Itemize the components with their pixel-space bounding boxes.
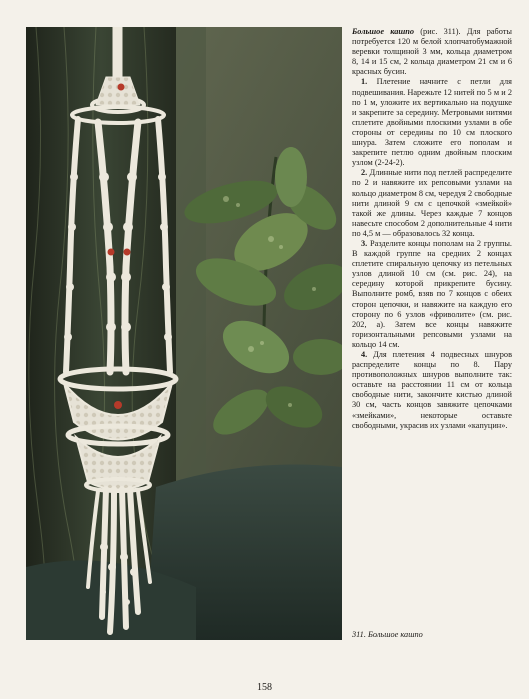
step-paragraph [352, 77, 512, 168]
step-paragraph [352, 168, 512, 239]
step-text: Для плетения 4 подвесных шнуров распределите концы по 8. Пару противоположных шнуров выполните так: оставьте на расстоянии 11 см от кольца свободные нити, закончите кистью длиной 30 см, часть концов завяжите цепочками «змейками», некоторые оставьте свободными, украсив их узлами «капуцин». [352, 350, 512, 430]
step-text: Длинные нити под петлей распределите по 2 и навяжите их репсовыми узлами на кольцо диаметром 8 см, чередуя 2 свободные нити длиной 9 см с цепочкой «змейкой» такой же длины. Через каждые 7 концов навесьте способом 2 дополнительные 4 нити по 4,5 м — образовалось 32 конца. [352, 168, 512, 238]
intro-paragraph [352, 27, 512, 77]
figure-caption: 311. Большое кашпо [352, 630, 423, 639]
step-number: 2. [361, 168, 368, 178]
step-number: 3. [361, 238, 368, 248]
intro-text: (рис. 311). Для работы потребуется 120 м белой хлопчатобумажной веревки толщиной 3 мм, кольца диаметром 8, 14 и 15 см, 2 кольца диаметром 21 см и 6 красных бусин. [352, 27, 512, 77]
step-paragraph [352, 239, 512, 350]
article-text [352, 27, 512, 627]
step-number: 1. [361, 77, 368, 87]
step-number: 4. [361, 350, 368, 359]
page-number: 158 [257, 682, 272, 693]
photo-illustration [26, 27, 342, 640]
step-text: Разделите концы пополам на 2 группы. В каждой группе на средних 2 концах сплетите спиральную цепочку из петельных узлов длиной 10 см (см. рис. 24), на середину которой прикрепите бусину. Выполните ромб, взяв по 7 концов с обеих сторон цепочки, и навяжите на каждую его сторону по 6 узлов «фриволите» (см. рис. 202, а). Затем все концы навяжите горизонтальными репсовыми узлами на кольцо 14 см. [352, 238, 512, 349]
macrame-planter-photo [26, 27, 342, 640]
step-paragraph [352, 350, 512, 431]
article-title: Большое кашпо [352, 27, 415, 36]
step-text: Плетение начните с петли для подвешивания. Нарежьте 12 нитей по 5 м и 2 по 1 м, уложите их вертикально на подушке и закрепите за середину. Метровыми нитями сплетите двойными плоскими узлами в обе стороны от середины по 10 см плоского шнура. Затем сложите его пополам и закрепите петлю одним двойным плоским узлом (2-24-2). [352, 77, 512, 168]
